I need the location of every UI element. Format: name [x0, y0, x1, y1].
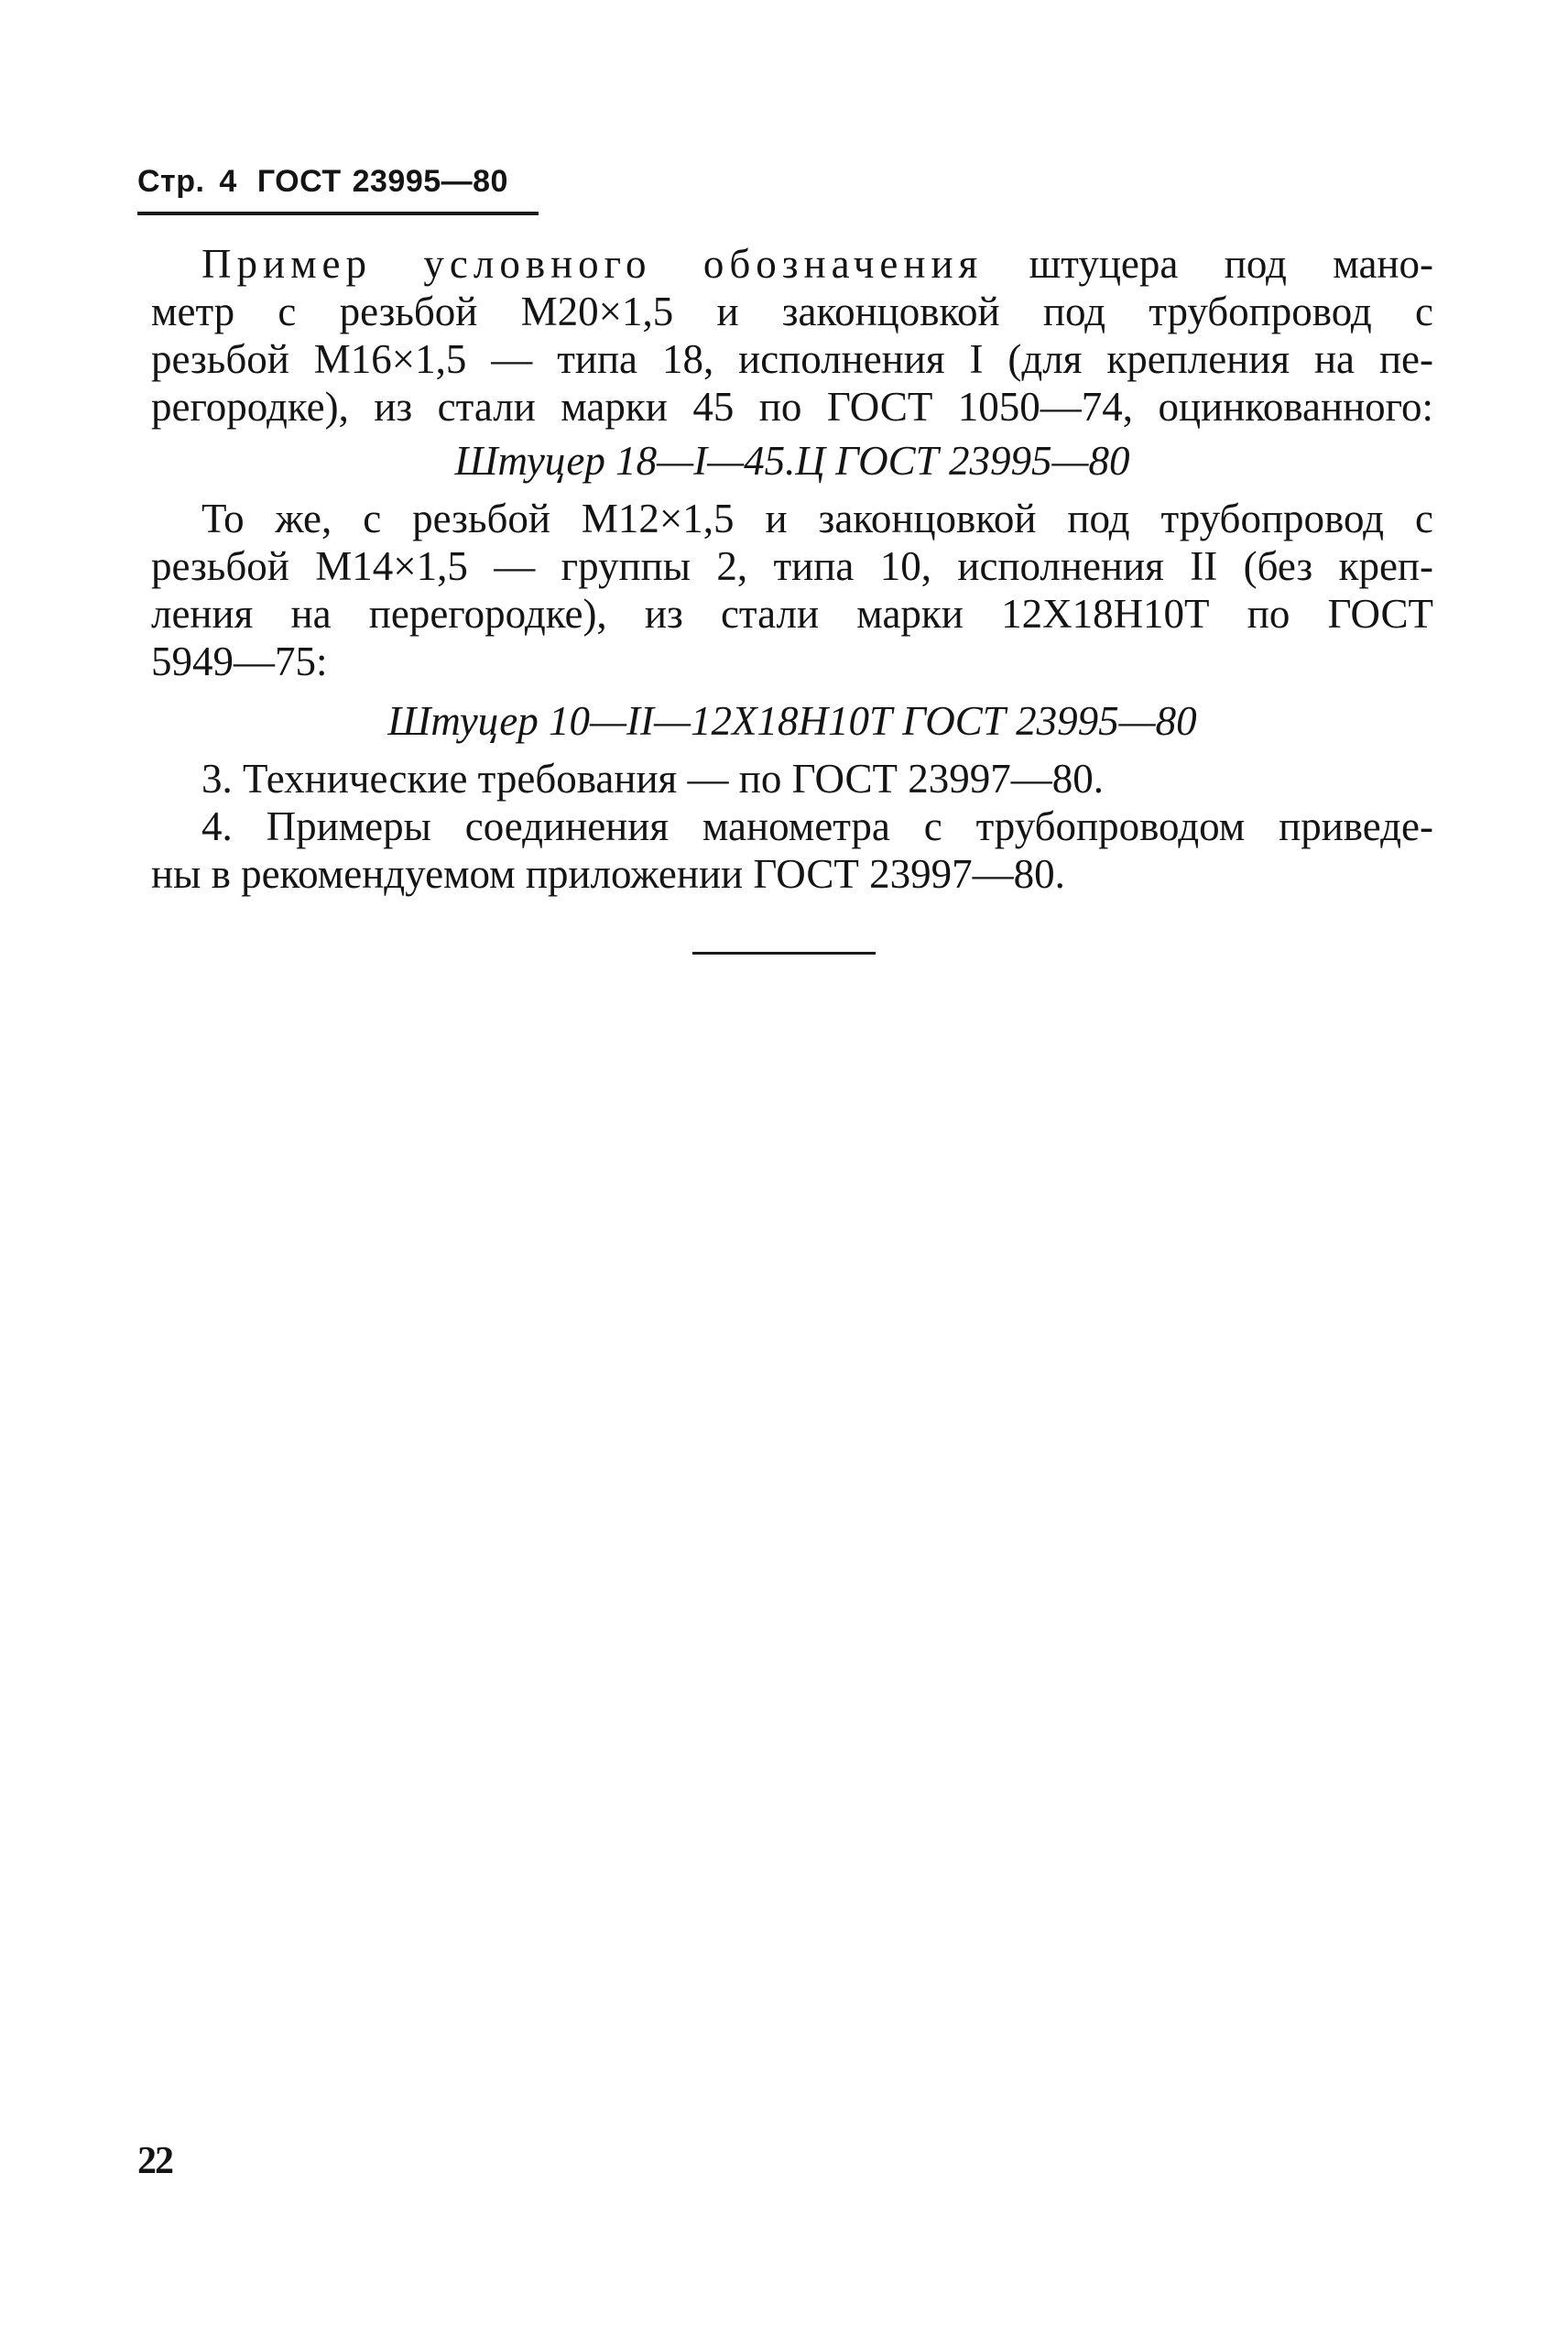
document-body — [151, 240, 1433, 898]
paragraph-1-line-3: резьбой М16×1,5 — типа 18, исполнения I (для крепления на пе- — [151, 336, 1433, 382]
example-lead-rest: штуцера под мано- — [1029, 241, 1433, 287]
standard-prefix: ГОСТ — [256, 164, 342, 199]
page-number: 22 — [137, 2140, 172, 2182]
example-lead: Пример условного обозначения — [201, 241, 984, 287]
item-4-line-1: 4. Примеры соединения манометра с трубопроводом приведе- — [201, 803, 1433, 849]
item-4-line-2: ны в рекомендуемом приложении ГОСТ 23997—80. — [151, 851, 1065, 897]
item-3-technical-requirements: 3. Технические требования — по ГОСТ 23997—80. — [201, 756, 1105, 802]
header-rule — [137, 212, 539, 215]
paragraph-2-line-1: То же, с резьбой М12×1,5 и законцовкой под трубопровод с — [201, 496, 1433, 541]
paragraph-1-line-2: метр с резьбой М20×1,5 и законцовкой под трубопровод с — [151, 289, 1433, 334]
standard-number: 23995—80 — [352, 164, 508, 199]
page-label: Стр. — [137, 164, 205, 199]
designation-example-2: Штуцер 10—II—12Х18Н10Т ГОСТ 23995—80 — [387, 698, 1197, 744]
end-of-text-rule — [692, 952, 876, 955]
designation-example-1: Штуцер 18—I—45.Ц ГОСТ 23995—80 — [454, 438, 1130, 484]
paragraph-2-line-3: ления на перегородке), из стали марки 12Х18Н10Т по ГОСТ — [151, 591, 1433, 637]
paragraph-1-line-1 — [151, 240, 1433, 288]
paragraph-2-line-4: 5949—75: — [151, 639, 328, 684]
page-number-in-header: 4 — [219, 164, 237, 199]
paragraph-2-line-2: резьбой М14×1,5 — группы 2, типа 10, исполнения II (без креп- — [151, 543, 1433, 589]
paragraph-1-line-4: регородке), из стали марки 45 по ГОСТ 1050—74, оцинкованного: — [151, 384, 1433, 430]
